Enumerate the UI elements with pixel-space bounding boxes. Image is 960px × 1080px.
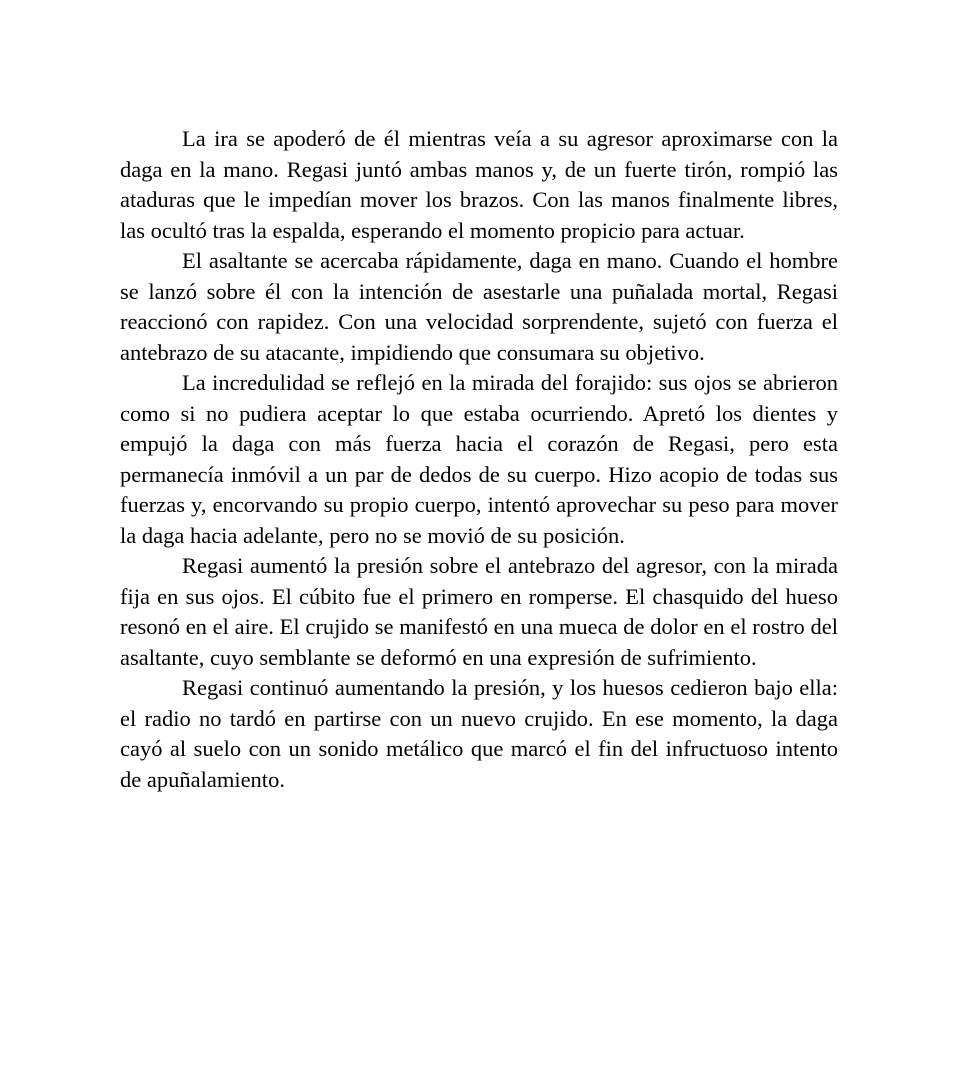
paragraph: Regasi continuó aumentando la presión, y los huesos cedieron bajo ella: el radio no tardó en partirse con un nuevo crujido. En ese momento, la daga cayó al suelo con un sonido metálico que marcó el fin del infructuoso intento de apuñalamiento.	[120, 675, 838, 792]
paragraph: La ira se apoderó de él mientras veía a su agresor aproximarse con la daga en la mano. Regasi juntó ambas manos y, de un fuerte tirón, rompió las ataduras que le impedían mover los brazos. Con las manos finalmente libres, las ocultó tras la espalda, esperando el momento propicio para actuar.	[120, 126, 838, 243]
text-block	[120, 124, 838, 795]
paragraph: Regasi aumentó la presión sobre el antebrazo del agresor, con la mirada fija en sus ojos. El cúbito fue el primero en romperse. El chasquido del hueso resonó en el aire. El crujido se manifestó en una mueca de dolor en el rostro del asaltante, cuyo semblante se deformó en una expresión de sufrimiento.	[120, 553, 838, 670]
paragraph: La incredulidad se reflejó en la mirada del forajido: sus ojos se abrieron como si no pudiera aceptar lo que estaba ocurriendo. Apretó los dientes y empujó la daga con más fuerza hacia el corazón de Regasi, pero esta permanecía inmóvil a un par de dedos de su cuerpo. Hizo acopio de todas sus fuerzas y, encorvando su propio cuerpo, intentó aprovechar su peso para mover la daga hacia adelante, pero no se movió de su posición.	[120, 370, 838, 548]
paragraph: El asaltante se acercaba rápidamente, daga en mano. Cuando el hombre se lanzó sobre él con la intención de asestarle una puñalada mortal, Regasi reaccionó con rapidez. Con una velocidad sorprendente, sujetó con fuerza el antebrazo de su atacante, impidiendo que consumara su objetivo.	[120, 248, 838, 365]
